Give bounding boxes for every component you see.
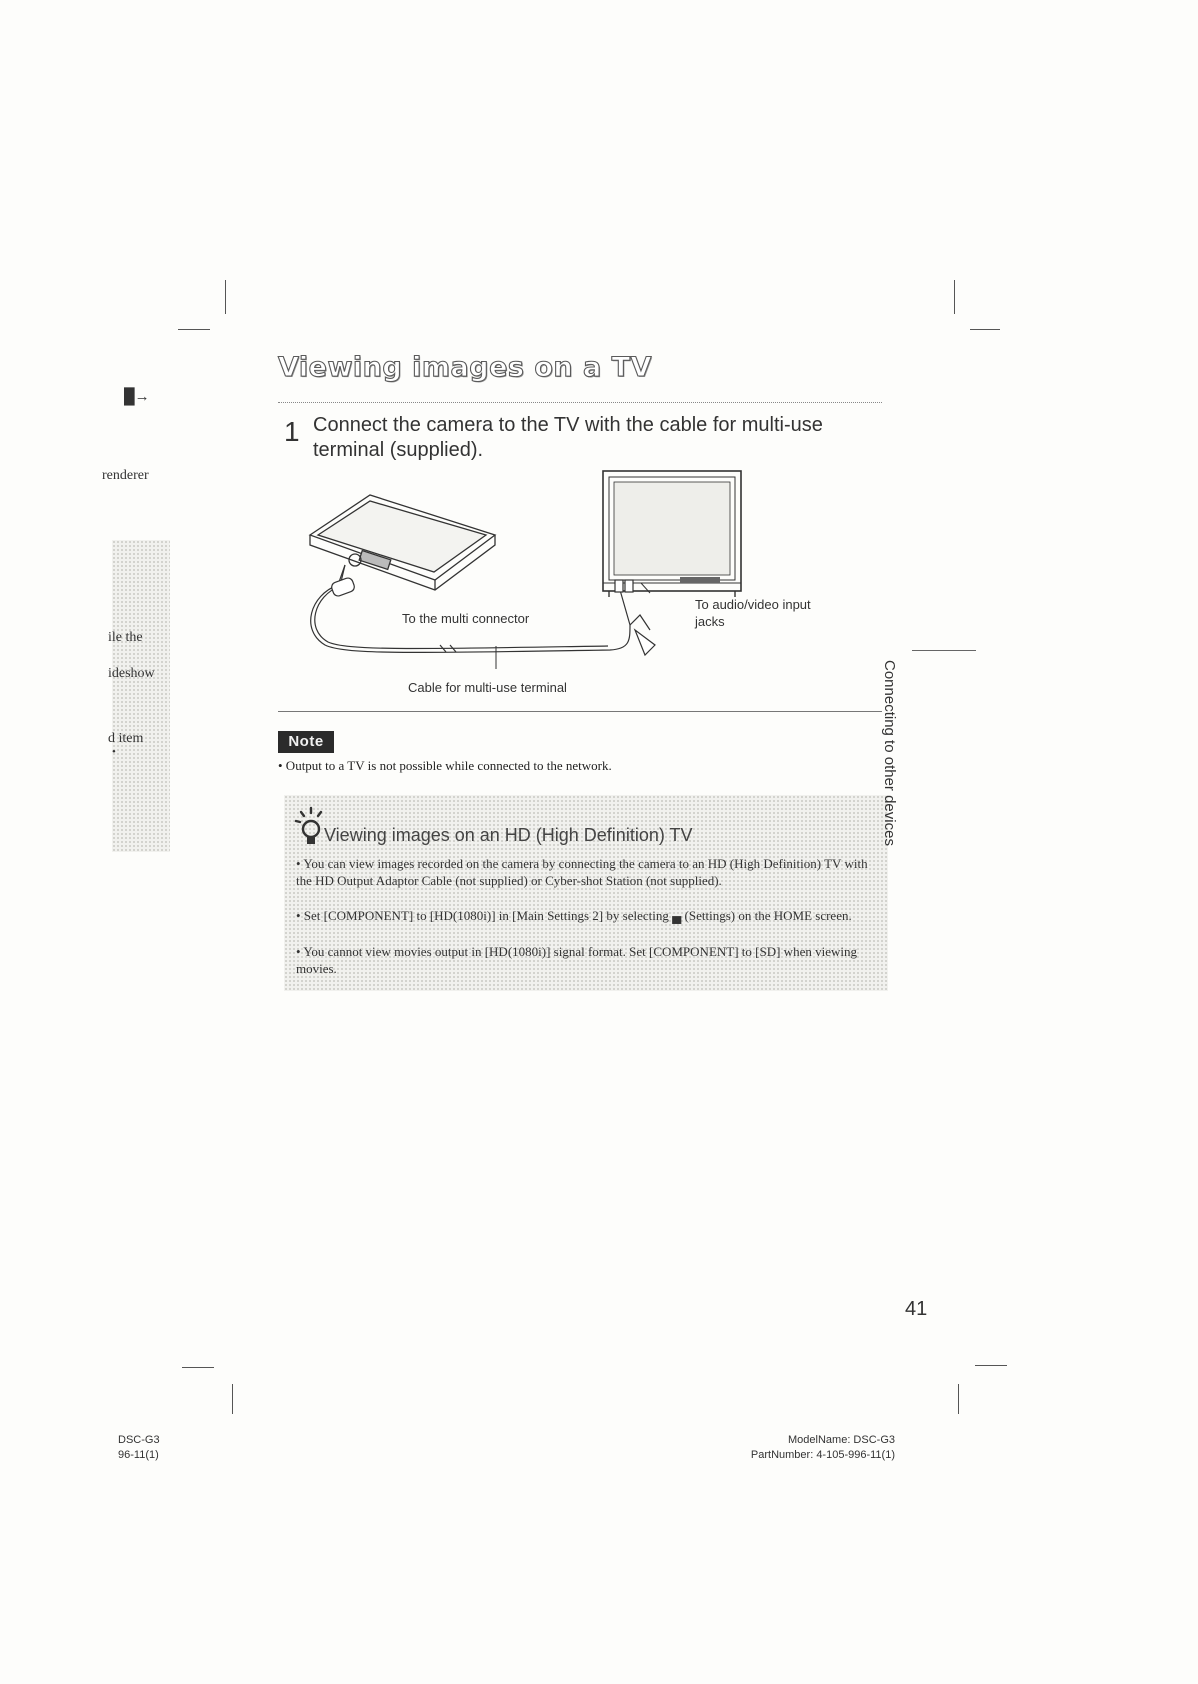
crop-mark: [975, 1365, 1007, 1366]
left-margin-fragment: ideshow: [108, 666, 155, 681]
hint-title: Viewing images on an HD (High Definition) TV: [324, 825, 693, 845]
diagram-divider: [278, 711, 882, 712]
footer-part-number: PartNumber: 4-105-996-11(1): [750, 1449, 895, 1461]
note-text: • Output to a TV is not possible while connected to the network.: [278, 758, 612, 773]
hint-lightbulb-icon: [294, 805, 328, 849]
page-number: 41: [905, 1298, 928, 1320]
crop-mark: [178, 329, 210, 330]
title-divider: [278, 402, 882, 403]
crop-mark: [225, 280, 226, 314]
crop-mark: [958, 1384, 959, 1414]
page-title: Viewing images on a TV: [278, 352, 652, 383]
footer-left: [118, 1433, 160, 1463]
tv-illustration: [603, 471, 741, 597]
crop-mark: [232, 1384, 233, 1414]
hint-item: • You can view images recorded on the camera by connecting the camera to an HD (High Definition) TV with the HD Output Adaptor Cable (not supplied) or Cyber-shot Station (not supplied).: [296, 856, 868, 888]
left-margin-shaded-area: [112, 540, 170, 852]
left-margin-fragment: •: [112, 746, 116, 758]
footer-model: DSC-G3: [118, 1434, 160, 1446]
note-badge: Note: [278, 731, 334, 753]
crop-mark: [954, 280, 955, 314]
hint-item: • You cannot view movies output in [HD(1080i)] signal format. Set [COMPONENT] to [SD] when viewing movies.: [296, 944, 857, 976]
connection-diagram: [300, 465, 900, 710]
left-margin-fragment: ile the: [108, 630, 143, 645]
hint-box: [284, 795, 888, 991]
label-multi-connector: To the multi connector: [402, 611, 530, 626]
left-margin-fragment: renderer: [102, 468, 149, 483]
crop-mark: [970, 329, 1000, 330]
left-margin-fragment: d item: [108, 731, 144, 746]
bookmark-icon: █→: [124, 389, 150, 405]
footer-model-name: ModelName: DSC-G3: [788, 1434, 895, 1446]
label-cable: Cable for multi-use terminal: [408, 680, 567, 695]
side-tab-divider: [912, 650, 976, 651]
step-instruction: Connect the camera to the TV with the cable for multi-use terminal (supplied).: [313, 414, 823, 461]
camera-illustration: [310, 495, 495, 590]
footer-code: 96-11(1): [118, 1449, 159, 1461]
side-tab-label: Connecting to other devices: [881, 660, 898, 846]
hint-item: • Set [COMPONENT] to [HD(1080i)] in [Main Settings 2] by selecting ▄ (Settings) on the HOME screen.: [296, 908, 852, 923]
crop-mark: [182, 1367, 214, 1368]
footer-right: [751, 1433, 895, 1463]
step-number: 1: [284, 416, 300, 447]
label-av-input: To audio/video input jacks: [695, 597, 811, 629]
